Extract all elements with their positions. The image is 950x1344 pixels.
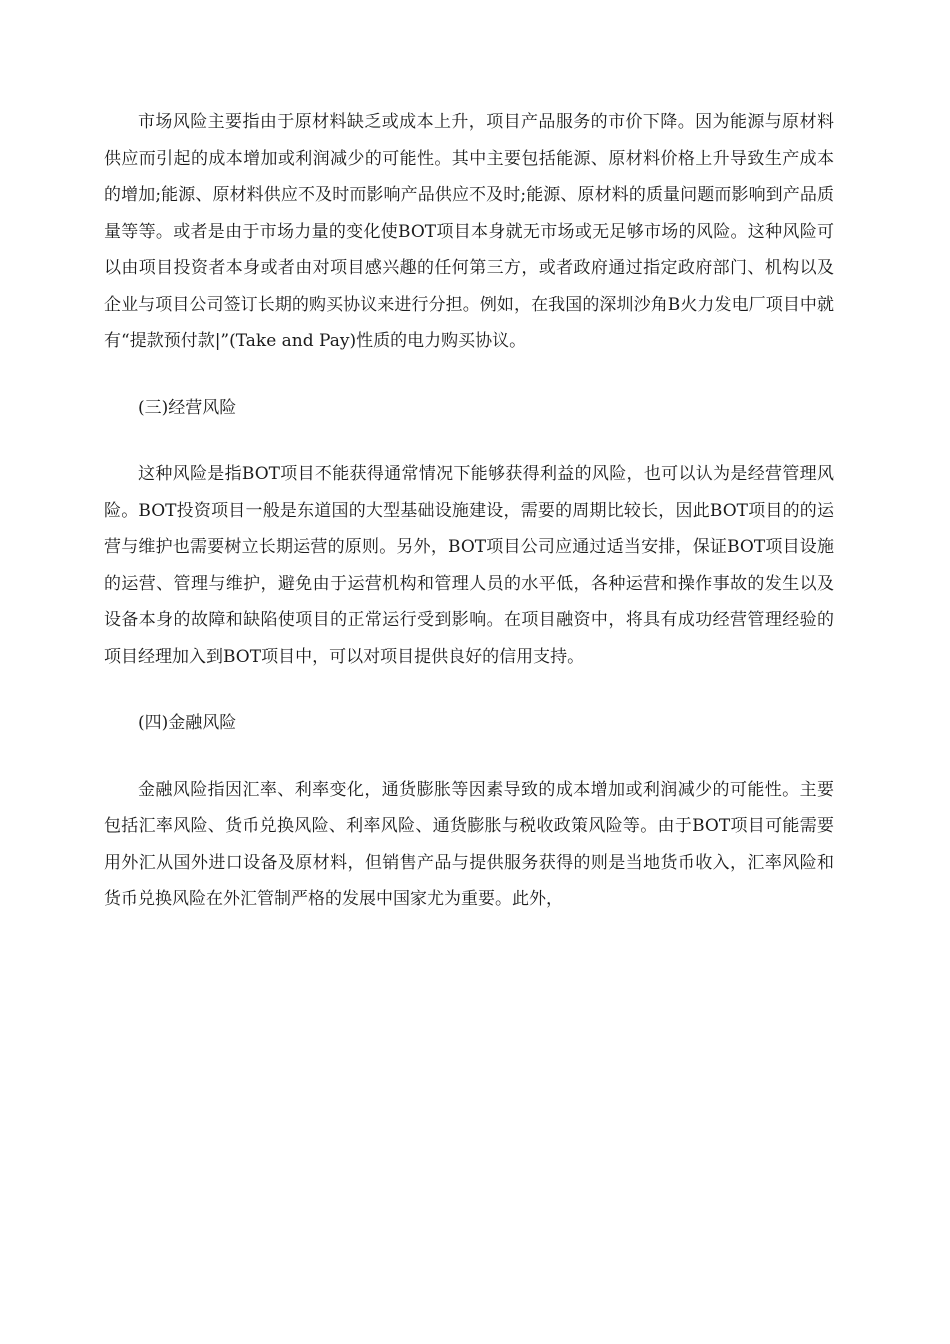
document-body: [104, 104, 834, 918]
paragraph-spacer: [104, 360, 834, 390]
section-heading-operating-risk: (三)经营风险: [138, 397, 237, 418]
section-heading-financial-risk: (四)金融风险: [138, 713, 237, 733]
paragraph-spacer: [104, 426, 834, 456]
paragraph-spacer: [104, 742, 834, 772]
paragraph-spacer: [104, 675, 834, 705]
paragraph-operating-risk: 这种风险是指BOT项目不能获得通常情况下能够获得利益的风险，也可以认为是经营管理风险。BOT投资项目一般是东道国的大型基础设施建设，需要的周期比较长，因此BOT项目的的运营与维护也需要树立长期运营的原则。另外，BOT项目公司应通过适当安排，保证BOT项目设施的运营、管理与维护，避免由于运营机构和管理人员的水平低，各种运营和操作事故的发生以及设备本身的故障和缺陷使项目的正常运行受到影响。在项目融资中，将具有成功经营管理经验的项目经理加入到BOT项目中，可以对项目提供良好的信用支持。: [104, 464, 834, 667]
paragraph-financial-risk: 金融风险指因汇率、利率变化，通货膨胀等因素导致的成本增加或利润减少的可能性。主要包括汇率风险、货币兑换风险、利率风险、通货膨胀与税收政策风险等。由于BOT项目可能需要用外汇从国外进口设备及原材料，但销售产品与提供服务获得的则是当地货币收入，汇率风险和货币兑换风险在外汇管制严格的发展中国家尤为重要。此外，: [104, 779, 834, 909]
paragraph-market-risk: 市场风险主要指由于原材料缺乏或成本上升，项目产品服务的市价下降。因为能源与原材料供应而引起的成本增加或利润减少的可能性。其中主要包括能源、原材料价格上升导致生产成本的增加;能源、原材料供应不及时而影响产品供应不及时;能源、原材料的质量问题而影响到产品质量等等。或者是由于市场力量的变化使BOT项目本身就无市场或无足够市场的风险。这种风险可以由项目投资者本身或者由对项目感兴趣的任何第三方，或者政府通过指定政府部门、机构以及企业与项目公司签订长期的购买协议来进行分担。例如，在我国的深圳沙角B火力发电厂项目中就有“提款预付款|”(Take and Pay)性质的电力购买协议。: [104, 112, 834, 351]
